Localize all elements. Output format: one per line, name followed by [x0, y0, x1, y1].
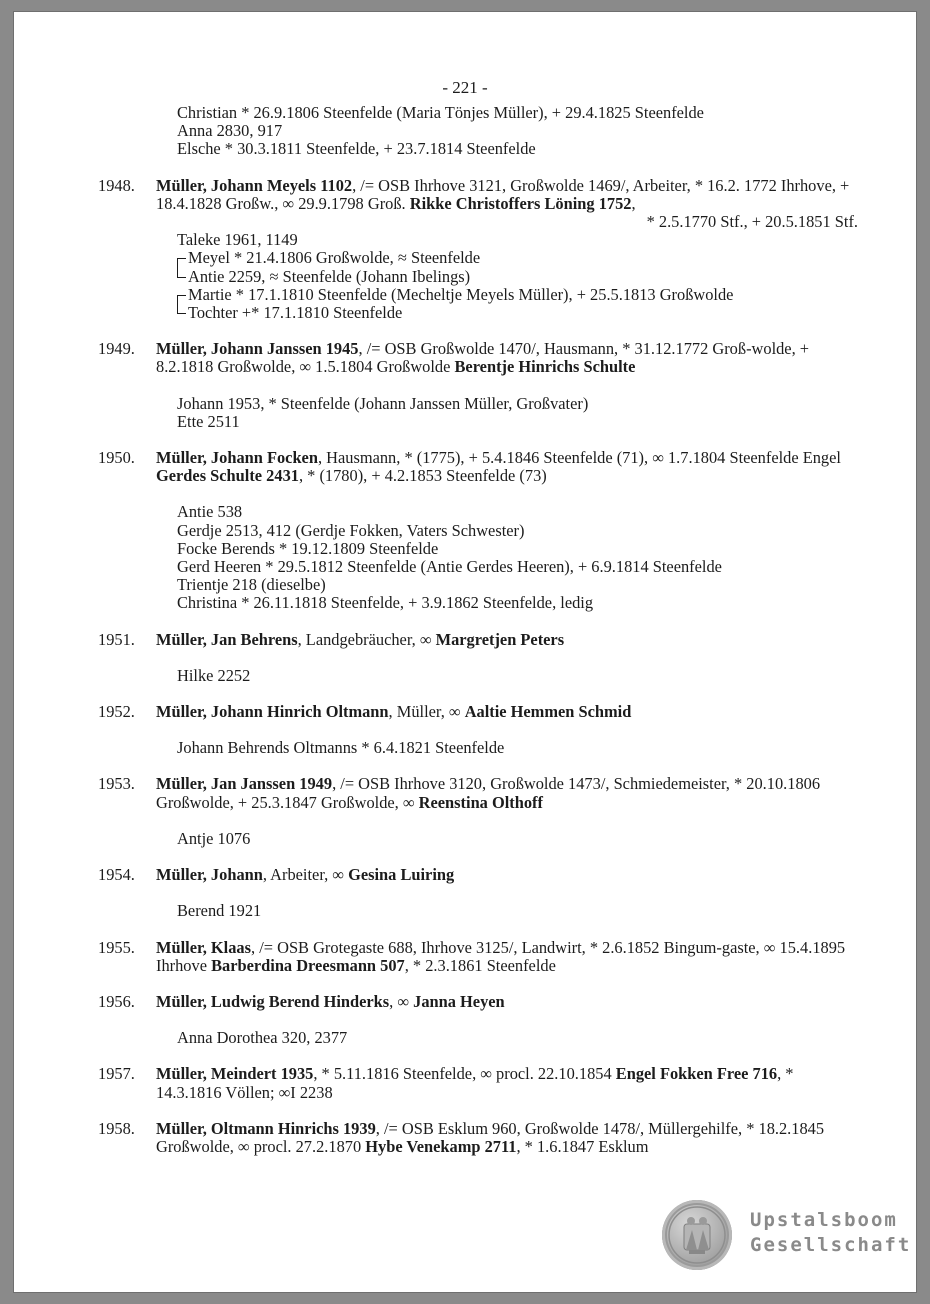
child-line: Christian * 26.9.1806 Steenfelde (Maria Tönjes Müller), + 29.4.1825 Steenfelde	[177, 103, 704, 122]
entry-heading	[156, 340, 858, 376]
spouse-name: Berentje Hinrichs Schulte	[454, 357, 636, 377]
entry-details: , Hausmann, * (1775), + 5.4.1846 Steenfelde (71), ∞ 1.7.1804 Steenfelde Engel	[317, 448, 841, 468]
entry-details: ,	[631, 193, 636, 213]
child-line: Trientje 218 (dieselbe)	[177, 575, 326, 595]
child-line: Martie * 17.1.1810 Steenfelde (Mecheltje Meyels Müller), + 25.5.1813 Großwolde	[188, 284, 734, 304]
entry-number: 1955.	[98, 937, 135, 957]
person-name: Müller, Oltmann Hinrichs 1939	[156, 1118, 376, 1138]
entry-heading	[156, 1120, 858, 1156]
entry-details: , /= OSB Ihrhove 3120, Großwolde 1473/, Schmiedemeister, * 20.10.1806 Großwolde, + 25.3.1847 Großwolde, ∞	[156, 774, 821, 812]
document-page	[14, 12, 916, 1292]
society-name	[750, 1208, 911, 1258]
continuation-children	[98, 104, 858, 159]
entry-details: , * 1.6.1847 Esklum	[516, 1136, 649, 1156]
entry-details: , /= OSB Ihrhove 3121, Großwolde 1469/, Arbeiter, * 16.2. 1772 Ihrhove, + 18.4.1828 Großw., ∞ 29.9.1798 Groß.	[156, 175, 850, 213]
child-line: Berend 1921	[177, 901, 262, 921]
entry-1948	[98, 177, 858, 323]
entry-1954	[98, 866, 858, 920]
spouse-name: Gesina Luiring	[348, 865, 455, 885]
entry-details: , /= OSB Großwolde 1470/, Hausmann, * 31.12.1772 Groß-wolde, + 8.2.1818 Großwolde, ∞ 1.5.1804 Großwolde	[156, 339, 810, 377]
entry-heading	[156, 177, 858, 232]
entry-heading	[156, 449, 858, 485]
seal-icon	[662, 1200, 732, 1270]
entry-1949	[98, 340, 858, 431]
entry-number: 1948.	[98, 175, 135, 195]
entry-details: , ∞	[389, 991, 414, 1011]
spouse-name: Rikke Christoffers Löning 1752	[409, 193, 632, 213]
entry-details: , Arbeiter, ∞	[262, 865, 349, 885]
entry-1958	[98, 1120, 858, 1156]
entry-1951	[98, 631, 858, 685]
entry-details: , Landgebräucher, ∞	[297, 629, 436, 649]
entry-heading	[156, 703, 858, 721]
person-name: Müller, Johann Focken	[156, 448, 318, 468]
entry-number: 1958.	[98, 1118, 135, 1138]
child-line: Antie 2259, ≈ Steenfelde (Johann Ibelings)	[188, 266, 471, 286]
spouse-name: Margretjen Peters	[435, 629, 565, 649]
entry-heading	[156, 631, 858, 649]
spouse-name: Aaltie Hemmen Schmid	[464, 702, 632, 722]
spouse-name: Reenstina Olthoff	[418, 792, 543, 812]
entry-details: , /= OSB Esklum 960, Großwolde 1478/, Müllergehilfe, * 18.2.1845 Großwolde, ∞ procl. 27.2.1870	[156, 1118, 825, 1156]
entry-number: 1949.	[98, 339, 135, 359]
society-logo	[662, 1200, 912, 1272]
person-name: Müller, Meindert 1935	[156, 1064, 314, 1084]
spouse-name: Engel Fokken Free 716	[615, 1064, 778, 1084]
entry-1957	[98, 1065, 858, 1101]
entry-heading	[156, 993, 858, 1011]
entry-details: * 2.5.1770 Stf., + 20.5.1851 Stf.	[646, 212, 858, 232]
entry-heading	[156, 866, 858, 884]
entry-number: 1953.	[98, 774, 135, 794]
entry-number: 1950.	[98, 448, 135, 468]
person-name: Müller, Johann Janssen 1945	[156, 339, 359, 359]
entry-heading	[156, 1065, 858, 1101]
child-line: Anna Dorothea 320, 2377	[177, 1028, 348, 1048]
entry-1955	[98, 939, 858, 975]
entry-details: , * 5.11.1816 Steenfelde, ∞ procl. 22.10.1854	[313, 1064, 616, 1084]
logo-line: Gesellschaft	[750, 1234, 912, 1256]
person-name: Müller, Ludwig Berend Hinderks	[156, 991, 390, 1011]
entry-details: , * 2.3.1861 Steenfelde	[404, 955, 556, 975]
entry-number: 1956.	[98, 991, 135, 1011]
spouse-name: Gerdes Schulte 2431	[156, 466, 299, 486]
entry-number: 1951.	[98, 629, 135, 649]
person-name: Müller, Johann Meyels 1102	[156, 175, 353, 195]
entry-number: 1954.	[98, 865, 135, 885]
entry-number: 1952.	[98, 702, 135, 722]
person-name: Müller, Jan Janssen 1949	[156, 774, 333, 794]
entry-1952	[98, 703, 858, 757]
entry-details: , * 14.3.1816 Völlen; ∞I 2238	[156, 1064, 794, 1102]
entry-details: , /= OSB Grotegaste 688, Ihrhove 3125/, Landwirt, * 2.6.1852 Bingum-gaste, ∞ 15.4.1895 Ihrhove	[156, 937, 846, 975]
person-name: Müller, Jan Behrens	[156, 629, 298, 649]
child-line: Ette 2511	[177, 411, 240, 431]
child-line: Johann Behrends Oltmanns * 6.4.1821 Steenfelde	[177, 738, 505, 758]
child-line: Taleke 1961, 1149	[177, 230, 298, 250]
entry-number: 1957.	[98, 1064, 135, 1084]
child-line: Focke Berends * 19.12.1809 Steenfelde	[177, 538, 439, 558]
child-line: Elsche * 30.3.1811 Steenfelde, + 23.7.1814 Steenfelde	[177, 139, 536, 159]
child-line: Anna 2830, 917	[177, 121, 283, 141]
person-name: Müller, Johann	[156, 865, 263, 885]
entry-details: , * (1780), + 4.2.1853 Steenfelde (73)	[298, 466, 547, 486]
spouse-name: Janna Heyen	[413, 991, 505, 1011]
twin-bracket	[177, 249, 858, 285]
spouse-name: Hybe Venekamp 2711	[365, 1136, 517, 1156]
entry-1953	[98, 775, 858, 848]
entry-details: , Müller, ∞	[388, 702, 465, 722]
child-line: Hilke 2252	[177, 665, 251, 685]
child-line: Christina * 26.11.1818 Steenfelde, + 3.9.1862 Steenfelde, ledig	[177, 593, 594, 613]
entry-heading	[156, 775, 858, 811]
genealogy-entries	[98, 104, 858, 1156]
child-line: Gerd Heeren * 29.5.1812 Steenfelde (Antie Gerdes Heeren), + 6.9.1814 Steenfelde	[177, 557, 722, 577]
child-line: Tochter +* 17.1.1810 Steenfelde	[188, 303, 403, 323]
child-line: Antje 1076	[177, 828, 251, 848]
entry-1950	[98, 449, 858, 613]
child-line: Gerdje 2513, 412 (Gerdje Fokken, Vaters Schwester)	[177, 520, 525, 540]
page-number: - 221 -	[442, 78, 488, 97]
twin-bracket	[177, 286, 858, 322]
spouse-name: Barberdina Dreesmann 507	[211, 955, 405, 975]
child-line: Antie 538	[177, 502, 243, 522]
child-line: Johann 1953, * Steenfelde (Johann Janssen Müller, Großvater)	[177, 393, 589, 413]
person-name: Müller, Klaas	[156, 937, 252, 957]
entry-1956	[98, 993, 858, 1047]
entry-heading	[156, 939, 858, 975]
logo-line: Upstalsboom	[750, 1209, 898, 1231]
child-line: Meyel * 21.4.1806 Großwolde, ≈ Steenfelde	[188, 248, 481, 268]
person-name: Müller, Johann Hinrich Oltmann	[156, 702, 389, 722]
